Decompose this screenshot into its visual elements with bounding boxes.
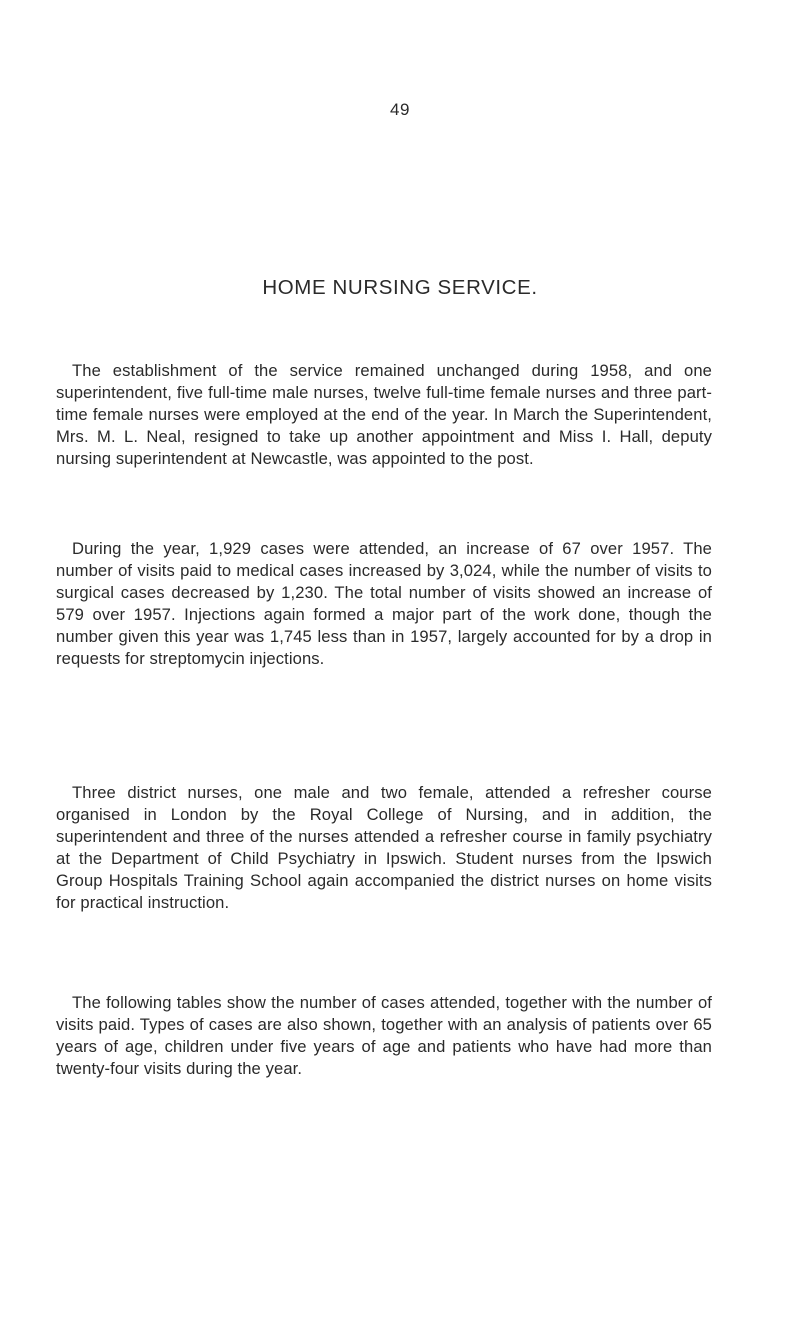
paragraph-establishment: The establishment of the service remained unchanged during 1958, and one superintendent, five full-time male nurses, twelve full-time female nurses and three part-time female nurses were employed at the end of the year. In March the Superintendent, Mrs. M. L. Neal, resigned to take up another appointment and Miss I. Hall, deputy nursing superintendent at Newcastle, was appointed to the post. [56, 361, 712, 468]
paragraph-refresher-courses: Three district nurses, one male and two female, attended a refresher course organised in London by the Royal College of Nursing, and in addition, the superintendent and three of the nurses attended a refresher course in family psychiatry at the Department of Child Psychiatry in Ipswich. Student nurses from the Ipswich Group Hospitals Training School again accompanied the district nurses on home visits for practical instruction. [56, 783, 712, 912]
paragraph-tables-intro: The following tables show the number of cases attended, together with the number of visits paid. Types of cases are also shown, together with an analysis of patients over 65 years of age, children under five years of age and patients who have had more than twenty-four visits during the year. [56, 993, 712, 1078]
paragraph-cases-attended: During the year, 1,929 cases were attended, an increase of 67 over 1957. The number of visits paid to medical cases increased by 3,024, while the number of visits to surgical cases decreased by 1,230. The total number of visits showed an increase of 579 over 1957. Injections again formed a major part of the work done, though the number given this year was 1,745 less than in 1957, largely accounted for by a drop in requests for streptomycin injections. [56, 539, 712, 668]
page-title: HOME NURSING SERVICE. [262, 276, 538, 299]
page-number: 49 [390, 100, 410, 119]
